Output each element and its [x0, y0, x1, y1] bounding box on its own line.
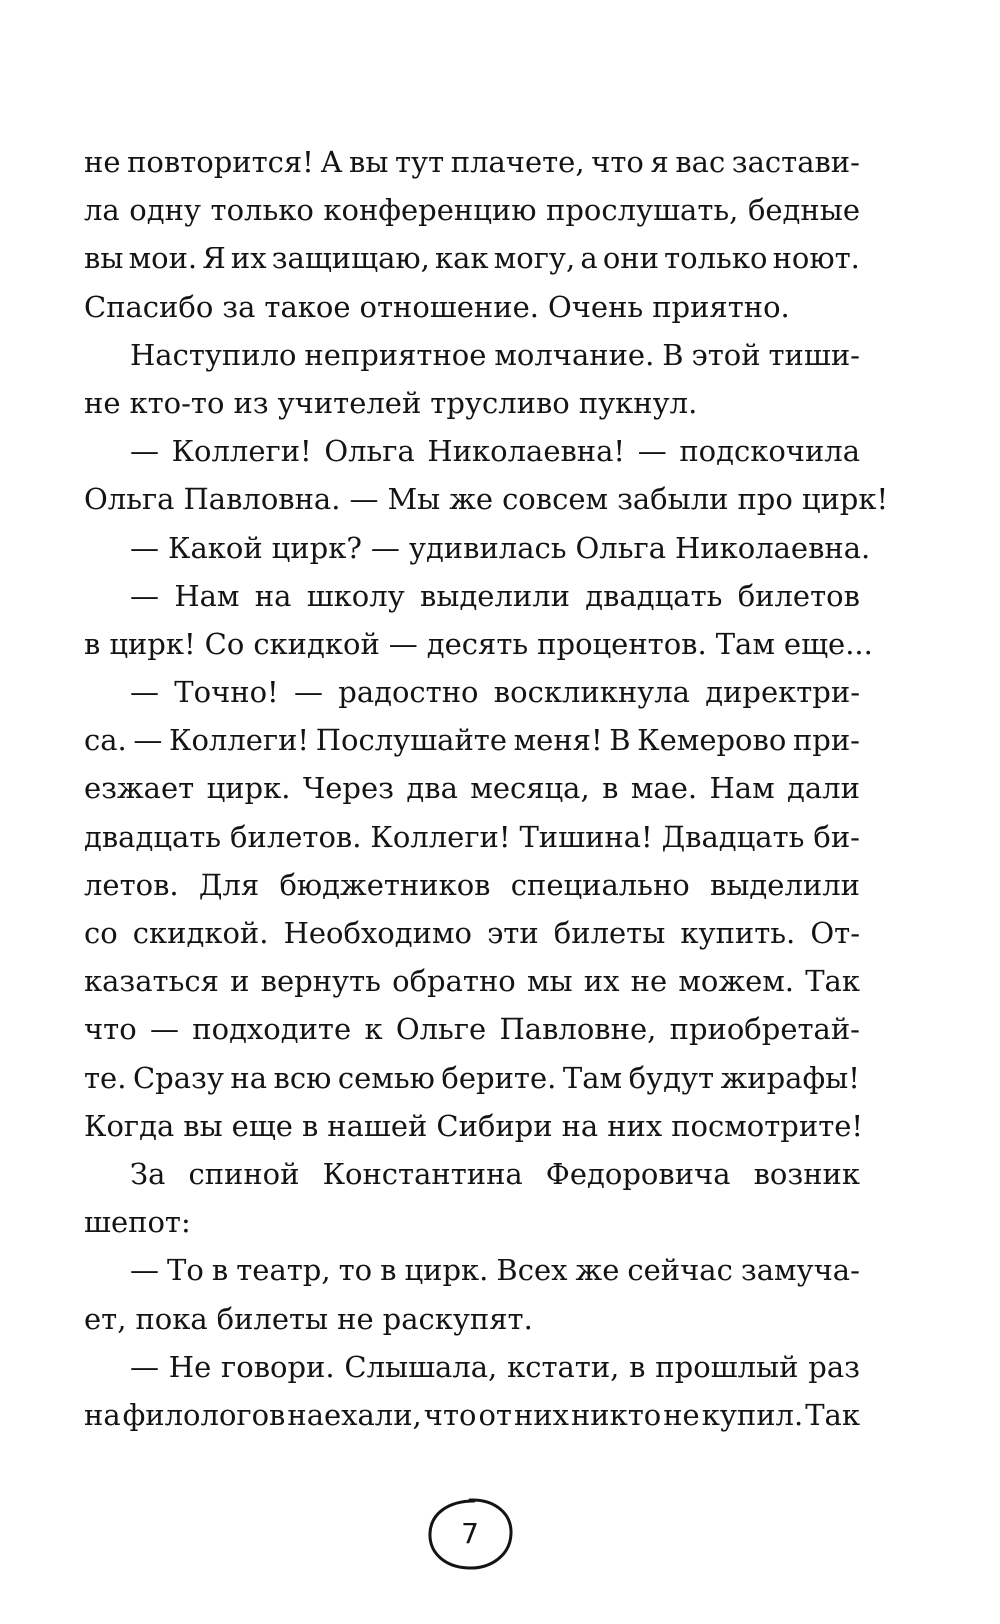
text-line: казаться и вернуть обратно мы их не можем. Так	[84, 964, 860, 999]
text-line: — Коллеги! Ольга Николаевна! — подскочила	[130, 434, 860, 469]
text-line: вы мои. Я их защищаю, как могу, а они только ноют.	[84, 241, 860, 276]
text-line: — То в театр, то в цирк. Всех же сейчас замуча-	[130, 1253, 860, 1288]
text-line: не повторится! А вы тут плачете, что я вас застави-	[84, 145, 860, 179]
text-line: Когда вы еще в нашей Сибири на них посмотрите!	[84, 1108, 864, 1143]
text-line: За спиной Константина Федоровича возник	[130, 1156, 860, 1191]
text-line: езжает цирк. Через два месяца, в мае. Нам дали	[84, 771, 860, 806]
text-line: что — подходите к Ольге Павловне, приобретай-	[84, 1012, 860, 1047]
page-number-badge	[424, 1496, 516, 1572]
text-line: не кто-то из учителей трусливо пукнул.	[84, 385, 698, 420]
text-line: Наступило неприятное молчание. В этой тиши-	[130, 337, 860, 372]
text-line: те. Сразу на всю семью берите. Там будут жирафы!	[84, 1060, 860, 1095]
text-line: на филологов наехали, что от них никто не купил. Так	[84, 1397, 860, 1432]
text-line: со скидкой. Необходимо эти билеты купить. От-	[84, 916, 860, 950]
text-line: — Не говори. Слышала, кстати, в прошлый раз	[130, 1349, 860, 1384]
text-line: шепот:	[84, 1205, 191, 1240]
text-line: ла одну только конференцию прослушать, бедные	[84, 193, 860, 228]
page-number: 7	[461, 1517, 479, 1550]
page-body-text	[84, 138, 889, 1439]
text-line: ет, пока билеты не раскупят.	[84, 1301, 533, 1336]
text-line: летов. Для бюджетников специально выделили	[84, 867, 860, 902]
text-line: в цирк! Со скидкой — десять процентов. Там еще...	[84, 626, 873, 661]
text-line: Ольга Павловна. — Мы же совсем забыли про цирк!	[84, 482, 889, 517]
text-line: Спасибо за такое отношение. Очень приятно.	[84, 289, 790, 324]
text-line: — Точно! — радостно воскликнула директри-	[130, 675, 860, 710]
text-line: — Нам на школу выделили двадцать билетов	[130, 578, 860, 613]
text-line: — Какой цирк? — удивилась Ольга Николаевна.	[130, 530, 871, 565]
text-line: са. — Коллеги! Послушайте меня! В Кемерово при-	[84, 723, 860, 758]
text-line: двадцать билетов. Коллеги! Тишина! Двадцать би-	[84, 819, 860, 854]
